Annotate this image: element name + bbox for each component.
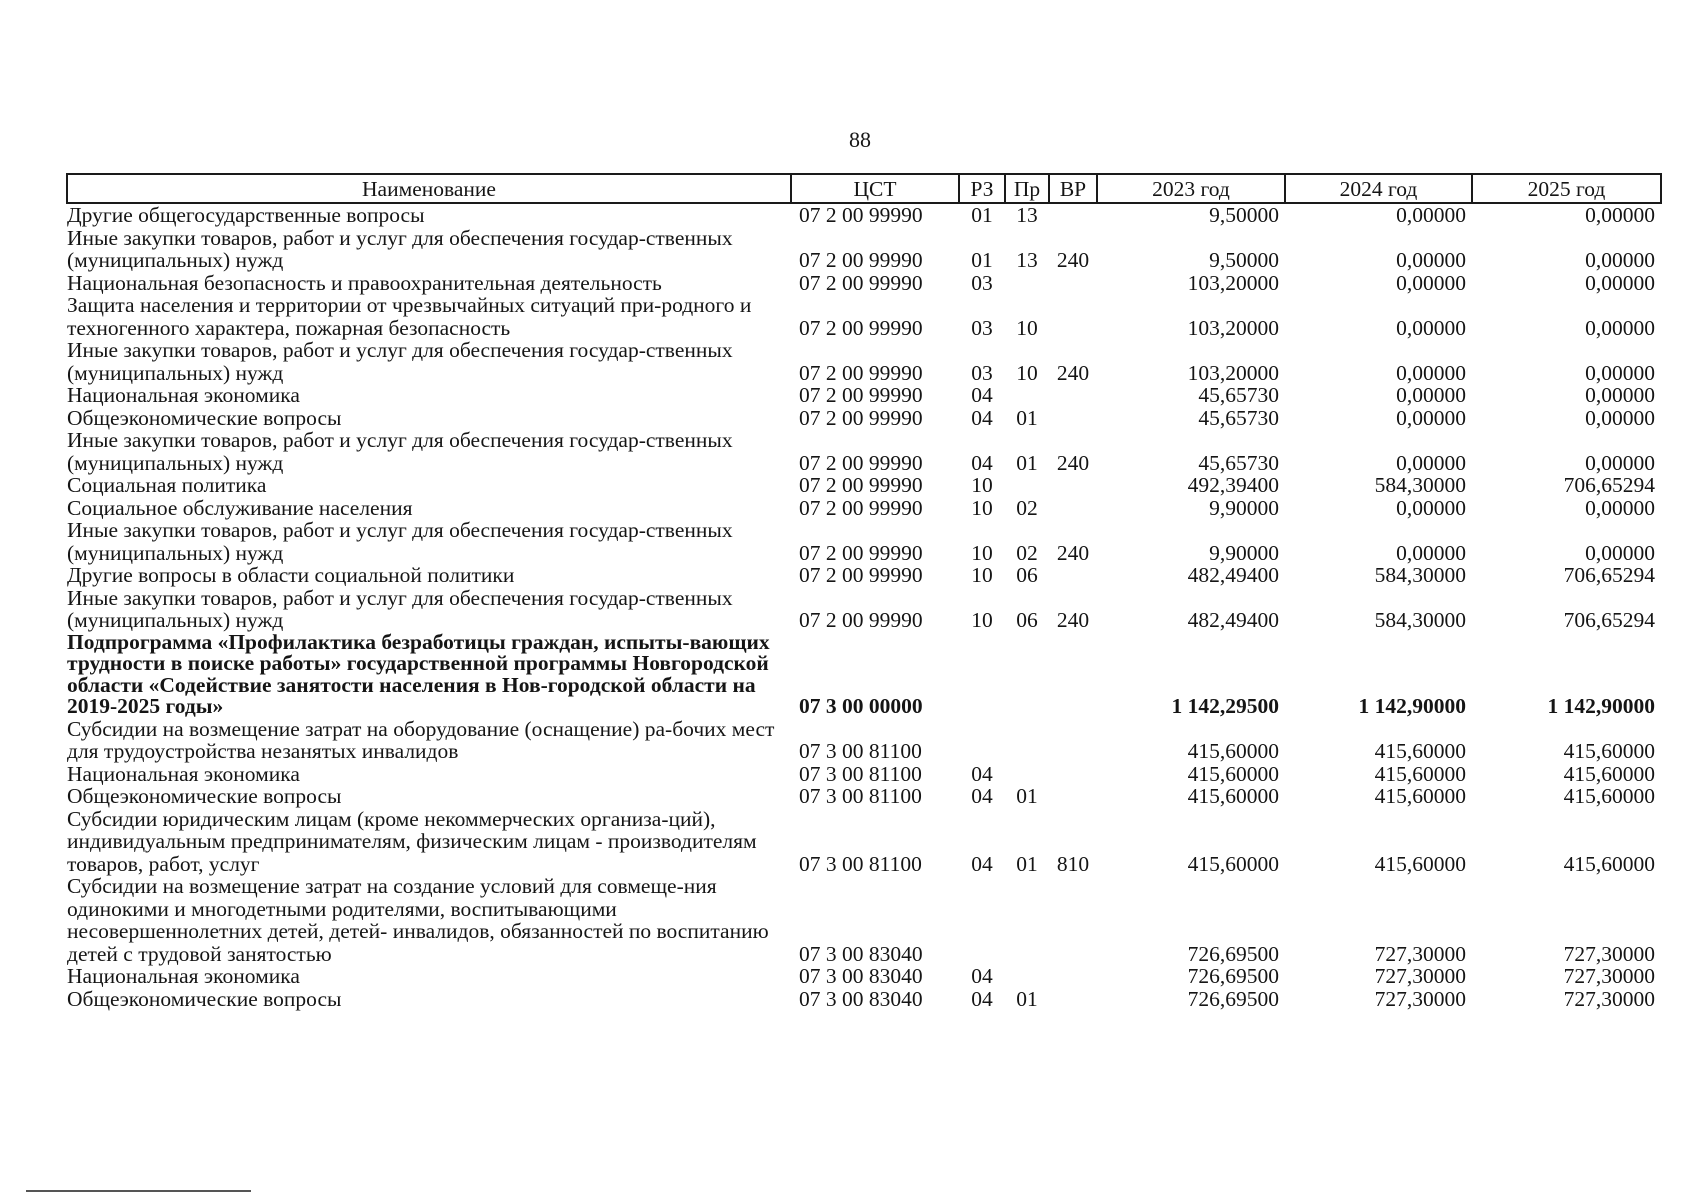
row-name: Национальная экономика xyxy=(67,761,300,786)
header-vr: ВР xyxy=(1049,174,1097,203)
row-value-2023: 45,65730 xyxy=(1198,383,1279,407)
row-name: Общеэкономические вопросы xyxy=(67,405,342,430)
header-name: Наименование xyxy=(67,174,791,203)
row-value-2025: 0,00000 xyxy=(1585,248,1655,272)
row-pr xyxy=(1005,272,1049,295)
row-value-2023: 103,20000 xyxy=(1187,270,1279,295)
row-value-2025: 0,00000 xyxy=(1585,360,1655,385)
row-value-2024: 1 142,90000 xyxy=(1358,694,1466,718)
row-rz: 10 xyxy=(971,540,993,565)
row-value-2023: 9,90000 xyxy=(1209,540,1279,565)
row-cst: 07 3 00 83040 xyxy=(799,986,923,1011)
row-value-2024: 0,00000 xyxy=(1396,540,1466,565)
row-rz: 03 xyxy=(971,315,993,340)
row-value-2025: 0,00000 xyxy=(1585,383,1655,407)
row-vr: 240 xyxy=(1056,248,1090,272)
header-pr: Пр xyxy=(1005,174,1049,203)
row-rz: 03 xyxy=(971,270,993,295)
row-pr xyxy=(1005,718,1049,763)
row-value-2023: 482,49400 xyxy=(1187,608,1279,632)
row-pr xyxy=(1005,384,1049,407)
row-vr: 240 xyxy=(1056,608,1090,632)
header-2025: 2025 год xyxy=(1472,174,1661,203)
table-row xyxy=(67,272,1661,295)
row-vr xyxy=(1049,203,1097,227)
row-value-2025: 1 142,90000 xyxy=(1547,694,1655,718)
footer-divider xyxy=(26,1190,251,1192)
row-value-2025: 0,00000 xyxy=(1585,495,1655,520)
row-value-2025: 0,00000 xyxy=(1585,405,1655,430)
row-value-2023: 9,50000 xyxy=(1209,203,1279,227)
row-value-2025: 706,65294 xyxy=(1563,563,1655,587)
row-value-2024: 727,30000 xyxy=(1374,964,1466,988)
row-value-2024: 727,30000 xyxy=(1374,986,1466,1011)
table-row xyxy=(67,875,1661,965)
row-cst: 07 3 00 83040 xyxy=(799,964,923,988)
row-pr xyxy=(1005,875,1049,965)
row-rz: 04 xyxy=(971,405,993,430)
row-vr: 240 xyxy=(1056,450,1090,475)
row-pr: 02 xyxy=(1016,495,1038,520)
row-value-2023: 415,60000 xyxy=(1187,739,1279,763)
row-value-2025: 0,00000 xyxy=(1585,450,1655,475)
row-value-2024: 0,00000 xyxy=(1396,495,1466,520)
row-value-2023: 1 142,29500 xyxy=(1171,694,1279,718)
row-value-2023: 726,69500 xyxy=(1187,964,1279,988)
row-name: Субсидии на возмещение затрат на создание условий для совмеще-ния одинокими и многодетными родителями, воспитывающими несовершеннолетних детей, детей- инвалидов, обязанностей по воспитанию детей с трудовой занятостью xyxy=(67,874,769,966)
budget-table xyxy=(66,173,1662,1010)
row-value-2024: 0,00000 xyxy=(1396,248,1466,272)
row-value-2023: 103,20000 xyxy=(1187,360,1279,385)
row-name: Общеэкономические вопросы xyxy=(67,986,342,1011)
row-name: Иные закупки товаров, работ и услуг для обеспечения государ-ственных (муниципальных) нужд xyxy=(67,428,733,475)
row-rz: 04 xyxy=(971,964,993,988)
row-value-2024: 415,60000 xyxy=(1374,739,1466,763)
row-pr: 13 xyxy=(1016,248,1038,272)
row-name: Иные закупки товаров, работ и услуг для обеспечения государ-ственных (муниципальных) нужд xyxy=(67,225,733,272)
row-name: Социальное обслуживание населения xyxy=(67,495,413,520)
row-value-2024: 0,00000 xyxy=(1396,203,1466,227)
row-pr xyxy=(1005,763,1049,786)
row-cst: 07 3 00 81100 xyxy=(799,851,922,876)
table-row xyxy=(67,429,1661,474)
row-pr xyxy=(1005,474,1049,497)
table-row xyxy=(67,808,1661,876)
row-value-2024: 584,30000 xyxy=(1374,608,1466,632)
row-value-2024: 0,00000 xyxy=(1396,383,1466,407)
table-row xyxy=(67,763,1661,786)
row-pr: 13 xyxy=(1016,203,1038,227)
row-value-2025: 415,60000 xyxy=(1563,761,1655,786)
row-pr: 01 xyxy=(1016,986,1038,1011)
row-value-2025: 415,60000 xyxy=(1563,784,1655,808)
row-cst: 07 2 00 99990 xyxy=(799,383,923,407)
row-vr: 240 xyxy=(1056,360,1090,385)
table-row xyxy=(67,294,1661,339)
table-row xyxy=(67,587,1661,632)
row-pr: 01 xyxy=(1016,405,1038,430)
row-pr xyxy=(1005,632,1049,718)
row-name: Другие вопросы в области социальной политики xyxy=(67,563,515,587)
row-rz: 04 xyxy=(971,383,993,407)
row-name: Подпрограмма «Профилактика безработицы граждан, испыты-вающих трудности в поиске работы» государственной программы Новгородской области «Содействие занятости населения в Нов-городской области на 2019-2025 годы» xyxy=(67,629,770,718)
table-row xyxy=(67,519,1661,564)
row-pr: 02 xyxy=(1016,540,1038,565)
row-value-2023: 9,90000 xyxy=(1209,495,1279,520)
row-value-2024: 0,00000 xyxy=(1396,315,1466,340)
row-cst: 07 2 00 99990 xyxy=(799,473,923,497)
row-rz xyxy=(959,632,1005,718)
row-value-2025: 415,60000 xyxy=(1563,851,1655,876)
row-value-2025: 727,30000 xyxy=(1563,964,1655,988)
row-value-2024: 584,30000 xyxy=(1374,563,1466,587)
row-rz: 10 xyxy=(971,563,993,587)
row-value-2025: 0,00000 xyxy=(1585,270,1655,295)
row-value-2023: 45,65730 xyxy=(1198,405,1279,430)
row-rz: 10 xyxy=(971,495,993,520)
row-name: Иные закупки товаров, работ и услуг для обеспечения государ-ственных (муниципальных) нужд xyxy=(67,338,733,385)
row-rz: 04 xyxy=(971,761,993,786)
row-cst: 07 2 00 99990 xyxy=(799,360,923,385)
table-row xyxy=(67,227,1661,272)
header-2024: 2024 год xyxy=(1285,174,1472,203)
row-cst: 07 2 00 99990 xyxy=(799,540,923,565)
row-name: Субсидии на возмещение затрат на оборудование (оснащение) ра-бочих мест для трудоустройства незанятых инвалидов xyxy=(67,716,775,763)
row-name: Национальная экономика xyxy=(67,383,300,407)
row-value-2025: 0,00000 xyxy=(1585,315,1655,340)
row-value-2025: 0,00000 xyxy=(1585,203,1655,227)
table-row xyxy=(67,988,1661,1011)
row-cst: 07 2 00 99990 xyxy=(799,450,923,475)
row-value-2024: 415,60000 xyxy=(1374,851,1466,876)
row-value-2024: 0,00000 xyxy=(1396,450,1466,475)
row-name: Защита населения и территории от чрезвычайных ситуаций при-родного и техногенного характера, пожарная безопасность xyxy=(67,293,752,340)
row-cst: 07 2 00 99990 xyxy=(799,495,923,520)
row-cst: 07 2 00 99990 xyxy=(799,248,923,272)
row-vr xyxy=(1049,718,1097,763)
row-value-2023: 415,60000 xyxy=(1187,761,1279,786)
row-pr: 10 xyxy=(1016,360,1038,385)
row-value-2023: 103,20000 xyxy=(1187,315,1279,340)
table-row xyxy=(67,339,1661,384)
row-value-2023: 415,60000 xyxy=(1187,851,1279,876)
row-rz: 01 xyxy=(971,248,993,272)
row-cst: 07 2 00 99990 xyxy=(799,203,923,227)
row-vr xyxy=(1049,875,1097,965)
row-vr xyxy=(1049,763,1097,786)
row-value-2023: 726,69500 xyxy=(1187,941,1279,966)
row-name: Национальная экономика xyxy=(67,964,300,988)
header-2023: 2023 год xyxy=(1097,174,1285,203)
row-pr: 01 xyxy=(1016,784,1038,808)
row-rz: 01 xyxy=(971,203,993,227)
row-cst: 07 3 00 81100 xyxy=(799,761,922,786)
row-rz: 04 xyxy=(971,851,993,876)
row-pr xyxy=(1005,965,1049,988)
row-vr xyxy=(1049,785,1097,808)
table-row xyxy=(67,497,1661,520)
table-row xyxy=(67,203,1661,227)
row-value-2024: 415,60000 xyxy=(1374,784,1466,808)
row-cst: 07 3 00 81100 xyxy=(799,784,922,808)
row-value-2024: 0,00000 xyxy=(1396,405,1466,430)
row-cst: 07 2 00 99990 xyxy=(799,608,923,632)
row-vr: 810 xyxy=(1056,851,1090,876)
row-pr: 01 xyxy=(1016,851,1038,876)
table-row xyxy=(67,785,1661,808)
row-value-2023: 415,60000 xyxy=(1187,784,1279,808)
row-rz xyxy=(959,718,1005,763)
row-vr xyxy=(1049,497,1097,520)
row-value-2024: 584,30000 xyxy=(1374,473,1466,497)
row-vr xyxy=(1049,272,1097,295)
row-value-2023: 492,39400 xyxy=(1187,473,1279,497)
table-row xyxy=(67,384,1661,407)
row-rz: 04 xyxy=(971,986,993,1011)
row-name: Иные закупки товаров, работ и услуг для обеспечения государ-ственных (муниципальных) нужд xyxy=(67,585,733,632)
row-pr: 06 xyxy=(1016,608,1038,632)
row-name: Субсидии юридическим лицам (кроме некоммерческих организа-ций), индивидуальным предпринимателям, физическим лицам - производителям товаров, работ, услуг xyxy=(67,806,757,876)
row-name: Иные закупки товаров, работ и услуг для обеспечения государ-ственных (муниципальных) нужд xyxy=(67,518,733,565)
row-value-2023: 726,69500 xyxy=(1187,986,1279,1011)
row-value-2025: 727,30000 xyxy=(1563,986,1655,1011)
row-vr xyxy=(1049,294,1097,339)
row-pr: 10 xyxy=(1016,315,1038,340)
row-cst: 07 2 00 99990 xyxy=(799,563,923,587)
row-pr: 01 xyxy=(1016,450,1038,475)
row-value-2024: 415,60000 xyxy=(1374,761,1466,786)
header-cst: ЦСТ xyxy=(791,174,959,203)
row-vr xyxy=(1049,988,1097,1011)
table-body xyxy=(67,203,1661,1010)
row-value-2025: 706,65294 xyxy=(1563,473,1655,497)
row-vr xyxy=(1049,965,1097,988)
row-rz: 10 xyxy=(971,608,993,632)
row-value-2024: 0,00000 xyxy=(1396,270,1466,295)
table-row xyxy=(67,474,1661,497)
row-cst: 07 3 00 00000 xyxy=(799,694,923,718)
row-cst: 07 3 00 81100 xyxy=(799,739,922,763)
row-value-2023: 45,65730 xyxy=(1198,450,1279,475)
row-value-2025: 706,65294 xyxy=(1563,608,1655,632)
row-cst: 07 2 00 99990 xyxy=(799,270,923,295)
row-rz: 04 xyxy=(971,450,993,475)
row-cst: 07 3 00 83040 xyxy=(799,941,923,966)
table-row xyxy=(67,632,1661,718)
table-row xyxy=(67,564,1661,587)
row-value-2025: 0,00000 xyxy=(1585,540,1655,565)
row-name: Социальная политика xyxy=(67,473,267,497)
row-vr xyxy=(1049,407,1097,430)
row-rz xyxy=(959,875,1005,965)
header-rz: РЗ xyxy=(959,174,1005,203)
row-rz: 03 xyxy=(971,360,993,385)
row-vr xyxy=(1049,474,1097,497)
row-name: Общеэкономические вопросы xyxy=(67,784,342,808)
table-header-row xyxy=(67,174,1661,203)
row-value-2023: 482,49400 xyxy=(1187,563,1279,587)
row-value-2023: 9,50000 xyxy=(1209,248,1279,272)
row-rz: 10 xyxy=(971,473,993,497)
table-row xyxy=(67,718,1661,763)
row-value-2025: 415,60000 xyxy=(1563,739,1655,763)
row-name: Национальная безопасность и правоохранительная деятельность xyxy=(67,270,662,295)
row-rz: 04 xyxy=(971,784,993,808)
table-row xyxy=(67,965,1661,988)
table-row xyxy=(67,407,1661,430)
row-pr: 06 xyxy=(1016,563,1038,587)
row-value-2024: 0,00000 xyxy=(1396,360,1466,385)
row-name: Другие общегосударственные вопросы xyxy=(67,203,425,227)
row-cst: 07 2 00 99990 xyxy=(799,315,923,340)
row-vr: 240 xyxy=(1056,540,1090,565)
row-vr xyxy=(1049,564,1097,587)
row-vr xyxy=(1049,632,1097,718)
row-value-2025: 727,30000 xyxy=(1563,941,1655,966)
row-value-2024: 727,30000 xyxy=(1374,941,1466,966)
row-cst: 07 2 00 99990 xyxy=(799,405,923,430)
page-number: 88 xyxy=(849,127,871,152)
row-vr xyxy=(1049,384,1097,407)
